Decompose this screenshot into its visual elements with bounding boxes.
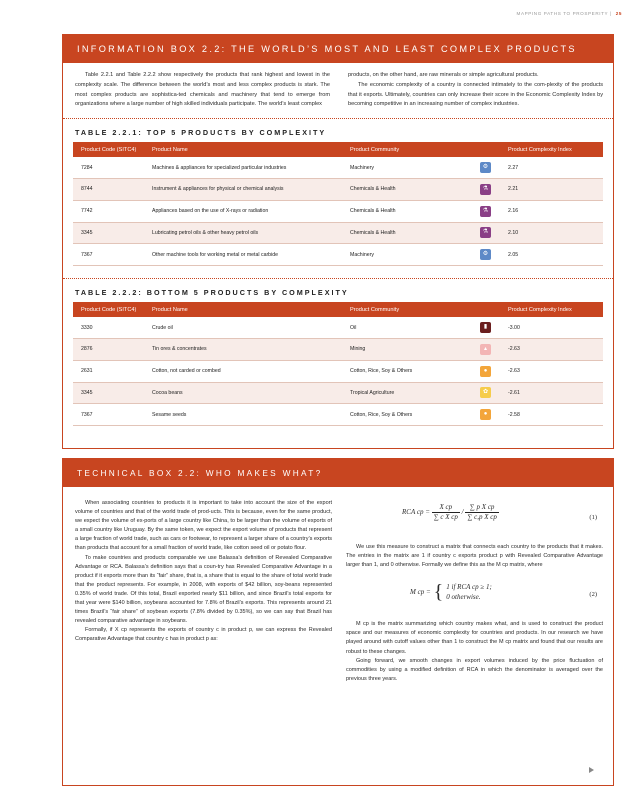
tech-column-left <box>75 499 332 684</box>
product-community: Cotton, Rice, Soy & Others <box>342 360 480 382</box>
top-products-table-title: TABLE 2.2.1: TOP 5 PRODUCTS BY COMPLEXITY <box>75 128 327 138</box>
product-community: Oil <box>342 317 480 338</box>
gear-icon: ⚙ <box>480 162 491 173</box>
tech-paragraph: To make countries and products comparable we use Balassa’s definition of Revealed Comparative Advantage or RCA. Balassa’s definition says that a coun-try has Revealed Comparative Advantage in a product if it exports more than its “fair” share, that is, a share that is equal to the share of total world trade that the product represents. For example, in 2008, with exports of $42 billion, soy-beans represented 0.35% of world trade. Of this total, Brazil exported nearly $11 billion, and since Brazil’s total exports for that year were $140 billion, soybeans accounted for 7.8% of Brazil’s exports. This represents around 21 times Brazil’s “fair share” of soybean exports (7.8% divided by 0.35%), so we can say that Brazil has revealed comparative advantage in soybeans. <box>75 554 332 625</box>
product-code: 2876 <box>73 338 144 360</box>
product-community: Chemicals & Health <box>342 200 480 222</box>
mcp-case-1: 1 if RCA cp ≥ 1; <box>446 583 492 592</box>
flask-icon: ⚗ <box>480 227 491 238</box>
rca-equation-lhs: RCA cp = <box>402 508 430 517</box>
table-row <box>73 360 603 382</box>
tech-paragraph: Formally, if X cp represents the exports of country c in product p, we can express the Revealed Comparative Advantage that country c has in product p as: <box>75 627 332 643</box>
tech-paragraph: Going forward, we smooth changes in export volumes induced by the price fluctuation of commodities by using a modified definition of RCA in which the denominator is averaged over the previous three years. <box>346 657 603 682</box>
table-row <box>73 404 603 426</box>
intro-paragraph: products, on the other hand, are raw minerals or simple agricultural products. <box>348 72 539 78</box>
product-name: Crude oil <box>144 317 342 338</box>
product-complexity-index: 2.27 <box>500 157 603 178</box>
product-community: Chemicals & Health <box>342 178 480 200</box>
technical-box <box>62 458 614 786</box>
product-community: Machinery <box>342 244 480 266</box>
tech-paragraph: M cp is the matrix summarizing which country makes what, and is used to construct the product space and our measures of economic complexity for countries and products. In our research we have played around with cutoff values other than 1 to construct the M cp matrix and found that our results are robust to these changes. <box>346 621 603 655</box>
product-name: Lubricating petrol oils & other heavy petrol oils <box>144 222 342 244</box>
technical-box-title: TECHNICAL BOX 2.2: WHO MAKES WHAT? <box>63 459 613 487</box>
product-name: Machines & appliances for specialized particular industries <box>144 157 342 178</box>
product-community: Tropical Agriculture <box>342 382 480 404</box>
column-header-code: Product Code (SITC4) <box>73 302 144 317</box>
rca-numerator-2: ∑ p X cp <box>465 503 498 513</box>
header-separator: | <box>610 11 612 16</box>
equation-number: (2) <box>589 591 597 599</box>
product-name: Other machine tools for working metal or metal carbide <box>144 244 342 266</box>
column-header-community: Product Community <box>342 302 480 317</box>
table-row <box>73 222 603 244</box>
product-community: Mining <box>342 338 480 360</box>
product-name: Cotton, not carded or combed <box>144 360 342 382</box>
rca-numerator-1: X cp <box>432 503 460 513</box>
rca-fraction-1 <box>432 503 460 522</box>
table-row <box>73 157 603 178</box>
table-row <box>73 200 603 222</box>
intro-paragraph: The economic complexity of a country is connected intimately to the com-plexity of the products that it exports. Ultimately, countries can only increase their score in the Economic Complexity Index by becoming competitive in an increasing number of complex industries. <box>348 81 603 108</box>
product-complexity-index: 2.21 <box>500 178 603 200</box>
mcp-equation-lhs: M cp = <box>410 587 431 596</box>
next-page-arrow-icon[interactable] <box>589 767 594 773</box>
top-products-table <box>73 142 603 266</box>
gear-icon: ⚙ <box>480 249 491 260</box>
table-row <box>73 178 603 200</box>
product-name: Tin ores & concentrates <box>144 338 342 360</box>
mcp-case-2: 0 otherwise. <box>446 593 481 602</box>
information-box <box>62 34 614 449</box>
product-complexity-index: 2.05 <box>500 244 603 266</box>
mcp-equation: M cp = { 1 if RCA cp ≥ 1; 0 otherwise. (2) <box>410 581 597 604</box>
product-complexity-index: -3.00 <box>500 317 603 338</box>
product-name: Cocoa beans <box>144 382 342 404</box>
column-header-pci: Product Complexity Index <box>500 142 603 157</box>
product-code: 7742 <box>73 200 144 222</box>
product-community: Cotton, Rice, Soy & Others <box>342 404 480 426</box>
running-title: MAPPING PATHS TO PROSPERITY <box>516 11 609 16</box>
product-code: 3345 <box>73 222 144 244</box>
information-box-title: INFORMATION BOX 2.2: THE WORLD’S MOST AND LEAST COMPLEX PRODUCTS <box>63 35 613 63</box>
table-row <box>73 244 603 266</box>
product-name: Instrument & appliances for physical or chemical analysis <box>144 178 342 200</box>
top-products-table-section <box>63 119 613 266</box>
product-code: 3330 <box>73 317 144 338</box>
information-box-text <box>63 63 613 110</box>
rca-equation: RCA cp = $\frac{\text{X cp}}{\text{∑ c X cp}}$ / $\frac{\text{∑ p X cp}}{\text{∑ c,p X cp}}$ (1) <box>402 503 597 522</box>
intro-paragraph: Table 2.2.1 and Table 2.2.2 show respectively the products that rank highest and lowest in the complexity scale. The difference between the world’s most and less complex products is stark. The most complex products are sophistica-ted chemicals and machinery that tend to emerge from organizations where a large number of high skilled individuals participate. The world’s least complex <box>75 72 330 108</box>
product-complexity-index: -2.63 <box>500 338 603 360</box>
intro-column-left <box>75 71 330 110</box>
flask-icon: ⚗ <box>480 184 491 195</box>
product-code: 7284 <box>73 157 144 178</box>
intro-column-right <box>348 71 603 110</box>
product-community: Machinery <box>342 157 480 178</box>
table-header-row <box>73 142 603 157</box>
bottom-products-table <box>73 302 603 426</box>
column-header-name: Product Name <box>144 142 342 157</box>
table-row <box>73 338 603 360</box>
product-complexity-index: -2.61 <box>500 382 603 404</box>
equation-number: (1) <box>589 514 597 521</box>
product-code: 2631 <box>73 360 144 382</box>
cotton-icon: ● <box>480 366 491 377</box>
flask-icon: ⚗ <box>480 206 491 217</box>
tech-column-right <box>346 499 603 684</box>
oil-barrel-icon: ▮ <box>480 322 491 333</box>
product-code: 7367 <box>73 244 144 266</box>
product-complexity-index: 2.16 <box>500 200 603 222</box>
rca-denominator-1: ∑ c X cp <box>433 513 458 522</box>
table-row <box>73 317 603 338</box>
product-community: Chemicals & Health <box>342 222 480 244</box>
table-header-row <box>73 302 603 317</box>
tech-paragraph: When associating countries to products it is important to take into account the size of the export volume of countries and that of the world trade of prod-ucts. This is because, even for the same product, we expect the volume of ex-ports of a large country like China, to be larger than the volume of exports of a small country like Uruguay. By the same token, we expect the export volume of products that represent a large fraction of world trade, such as cars or footwear, to represent a larger share of a country’s exports than products that account for a small fraction of world trade, like cotton seed oil or potato flour. <box>75 500 332 552</box>
table-row <box>73 382 603 404</box>
column-header-community: Product Community <box>342 142 480 157</box>
column-header-pci: Product Complexity Index <box>500 302 603 317</box>
cotton-icon: ● <box>480 409 491 420</box>
column-header-icon <box>480 142 500 157</box>
technical-box-text <box>63 487 613 684</box>
product-code: 7367 <box>73 404 144 426</box>
column-header-code: Product Code (SITC4) <box>73 142 144 157</box>
running-header <box>517 11 622 16</box>
bottom-products-table-section <box>63 279 613 426</box>
product-complexity-index: -2.63 <box>500 360 603 382</box>
rca-denominator-2: ∑ c,p X cp <box>467 513 497 522</box>
bottom-products-table-title: TABLE 2.2.2: BOTTOM 5 PRODUCTS BY COMPLEXITY <box>75 288 349 298</box>
product-complexity-index: -2.58 <box>500 404 603 426</box>
mining-icon: ▴ <box>480 344 491 355</box>
product-complexity-index: 2.10 <box>500 222 603 244</box>
page-number: 25 <box>615 11 622 16</box>
product-name: Sesame seeds <box>144 404 342 426</box>
product-name: Appliances based on the use of X-rays or radiation <box>144 200 342 222</box>
tech-paragraph: We use this measure to construct a matrix that connects each country to the products that it makes. The entries in the matrix are 1 if country c exports product p with Revealed Comparative Advantage larger than 1, and 0 otherwise. Formally we define this as the M cp matrix, where <box>346 544 603 569</box>
column-header-icon <box>480 302 500 317</box>
tropical-icon: ✿ <box>480 387 491 398</box>
product-code: 8744 <box>73 178 144 200</box>
column-header-name: Product Name <box>144 302 342 317</box>
rca-fraction-2 <box>465 503 498 522</box>
product-code: 3345 <box>73 382 144 404</box>
